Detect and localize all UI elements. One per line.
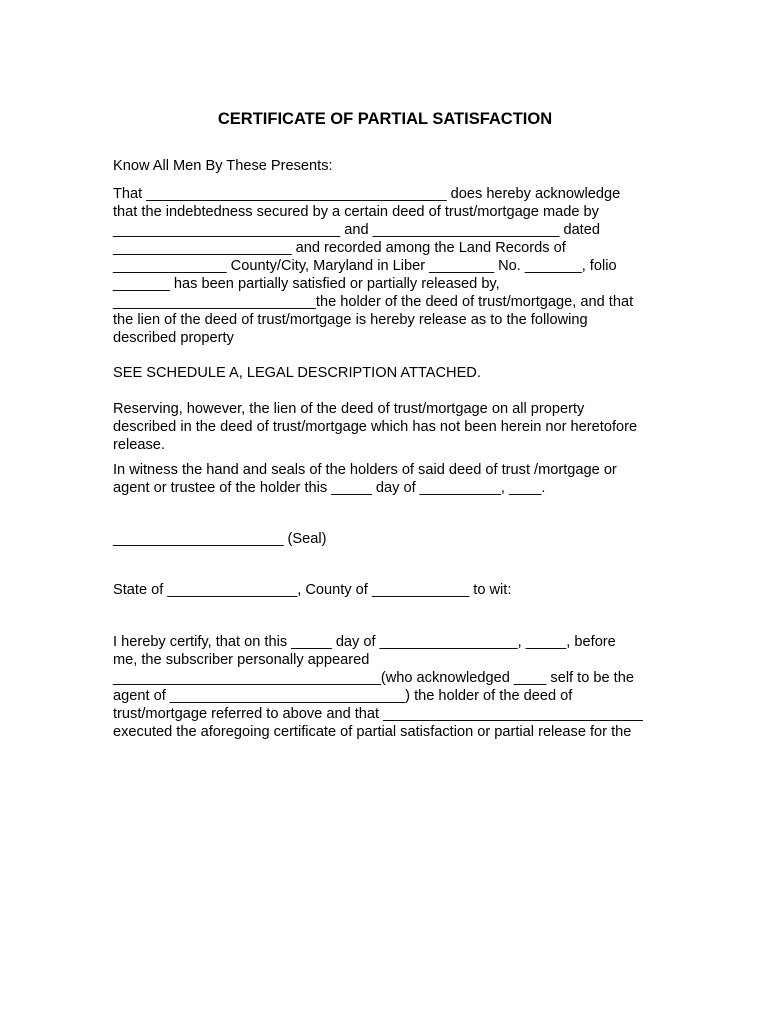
body-line: the lien of the deed of trust/mortgage is hereby release as to the following (113, 312, 588, 328)
body-line: _______ has been partially satisfied or partially released by, (113, 276, 500, 292)
body-line: agent of _____________________________) the holder of the deed of (113, 688, 573, 704)
body-line: ______________________ and recorded among the Land Records of (113, 240, 566, 256)
body-line: ____________________________ and _______________________ dated (113, 222, 600, 238)
body-line: I hereby certify, that on this _____ day of _________________, _____, before (113, 634, 616, 650)
body-line: ______________ County/City, Maryland in Liber ________ No. _______, folio (113, 258, 617, 274)
body-line: described property (113, 330, 234, 346)
body-line: that the indebtedness secured by a certain deed of trust/mortgage made by (113, 204, 599, 220)
document-title: CERTIFICATE OF PARTIAL SATISFACTION (217, 110, 553, 128)
body-line: executed the aforegoing certificate of partial satisfaction or partial release for the (113, 724, 632, 740)
body-line: agent or trustee of the holder this _____ day of __________, ____. (113, 480, 546, 496)
body-line: me, the subscriber personally appeared (113, 652, 370, 668)
schedule-line: SEE SCHEDULE A, LEGAL DESCRIPTION ATTACHED. (113, 365, 481, 381)
body-line: release. (113, 437, 165, 453)
body-line: In witness the hand and seals of the holders of said deed of trust /mortgage or (113, 462, 617, 478)
state-county-line: State of ________________, County of ____________ to wit: (113, 582, 512, 598)
seal-signature-line: _____________________ (Seal) (113, 531, 327, 547)
body-line: That _____________________________________ does hereby acknowledge (113, 186, 621, 202)
body-line: described in the deed of trust/mortgage which has not been herein nor heretofore (113, 419, 638, 435)
body-line: _________________________the holder of the deed of trust/mortgage, and that (113, 294, 634, 310)
body-line: Reserving, however, the lien of the deed of trust/mortgage on all property (113, 401, 585, 417)
salutation-line: Know All Men By These Presents: (113, 158, 333, 174)
body-line: trust/mortgage referred to above and that ________________________________ (113, 706, 643, 722)
body-line: _________________________________(who acknowledged ____ self to be the (113, 670, 634, 686)
